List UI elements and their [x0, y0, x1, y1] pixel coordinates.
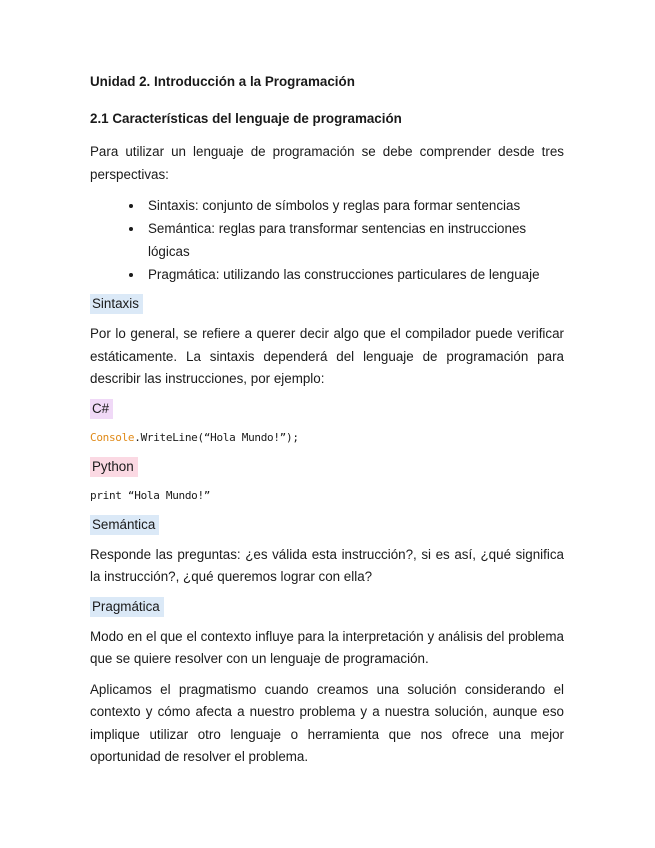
semantica-paragraph: Responde las preguntas: ¿es válida esta instrucción?, si es así, ¿qué significa la instrucción?, ¿qué queremos lograr con ella?	[90, 546, 564, 584]
pragmatica-paragraph-1: Modo en el que el contexto influye para la interpretación y análisis del problema que se quiere resolver con un lenguaje de programación.	[90, 628, 564, 666]
list-item	[148, 263, 564, 286]
list-item-text: Sintaxis: conjunto de símbolos y reglas para formar sentencias	[148, 198, 521, 213]
python-heading: Python	[90, 457, 138, 477]
semantica-heading: Semántica	[90, 515, 159, 535]
code-call: .WriteLine(“Hola Mundo!”);	[134, 430, 299, 444]
bullet-icon	[129, 227, 133, 231]
perspectives-list	[90, 194, 564, 286]
pragmatica-paragraph-2: Aplicamos el pragmatismo cuando creamos una solución considerando el contexto y cómo afecta a nuestro problema y a nuestra solución, aunque eso implique utilizar otro lenguaje o herramienta que nos ofrece una mejor oportunidad de resolver el problema.	[90, 681, 564, 764]
csharp-code	[90, 428, 564, 448]
list-item-text: Semántica: reglas para transformar sentencias en instrucciones lógicas	[148, 221, 527, 259]
bullet-icon	[129, 273, 133, 277]
code-class-name: Console	[90, 430, 135, 444]
list-item	[148, 194, 564, 217]
unit-title: Unidad 2. Introducción a la Programación	[90, 74, 355, 89]
python-code: print “Hola Mundo!”	[90, 488, 211, 502]
list-item-text: Pragmática: utilizando las construcciones particulares de lenguaje	[148, 267, 540, 282]
document-content	[90, 72, 564, 777]
intro-paragraph: Para utilizar un lenguaje de programación se debe comprender desde tres perspectivas:	[90, 144, 564, 182]
section-title: 2.1 Características del lenguaje de programación	[90, 111, 402, 126]
bullet-icon	[129, 204, 133, 208]
list-item	[148, 217, 564, 263]
sintaxis-paragraph: Por lo general, se refiere a querer decir algo que el compilador puede verificar estáticamente. La sintaxis dependerá del lenguaje de programación para describir las instrucciones, por ejemplo:	[90, 326, 564, 386]
sintaxis-heading: Sintaxis	[90, 294, 143, 314]
csharp-heading: C#	[90, 399, 113, 419]
pragmatica-heading: Pragmática	[90, 597, 164, 617]
